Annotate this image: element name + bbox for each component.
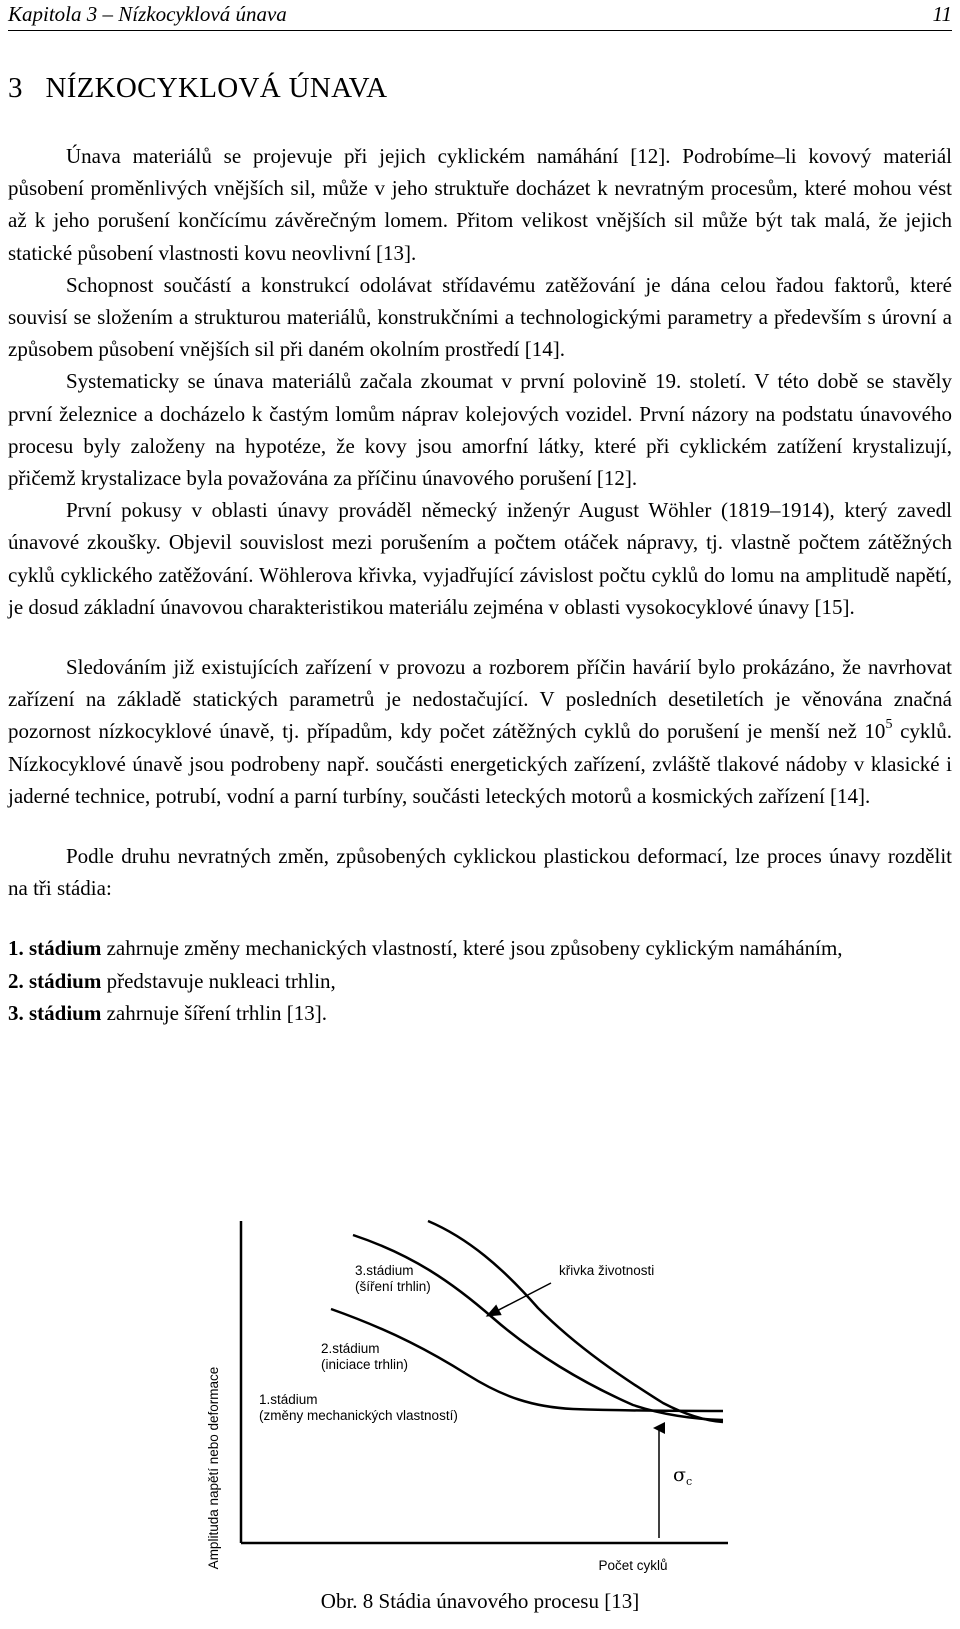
- exponent: 5: [885, 717, 893, 733]
- body-text: [8, 140, 952, 1029]
- page-number: 11: [932, 2, 952, 26]
- sigma-subscript: c: [685, 1475, 693, 1488]
- stage-2-subtitle: (iniciace trhlin): [321, 1357, 409, 1372]
- chapter-title: NÍZKOCYKLOVÁ ÚNAVA: [45, 72, 388, 104]
- figure-caption: Obr. 8 Stádia únavového procesu [13]: [320, 1589, 640, 1613]
- stage-1-title: 1.stádium: [259, 1392, 318, 1407]
- paragraph-2: Schopnost součástí a konstrukcí odolávat střídavému zatěžování je dána celou řadou faktorů, které souvisí se složením a strukturou materiálů, konstrukčními a technologickými parametry a především s úrovní a způsobem působení vnějších sil při daném okolním prostředí [14].: [8, 272, 952, 362]
- paragraph-4: První pokusy v oblasti únavy prováděl německý inženýr August Wöhler (1819–1914), který zavedl únavové zkoušky. Objevil souvislost mezi porušením a počtem otáček nápravy, tj. vlastně počtem zátěžných cyklů cyklického zatěžování. Wöhlerova křivka, vyjadřující závislost počtu cyklů do lomu na amplitudě napětí, je dosud základní únavovou charakteristikou materiálu zejména v oblasti vysokocyklové únavy [15].: [8, 498, 952, 619]
- paragraph-5-part-a: Sledováním již existujících zařízení v provozu a rozborem příčin havárií bylo prokázáno, že navrhovat zařízení na základě statických parametrů je nedostačující. V posledních desetiletích je věnována značná pozornost nízkocyklové únavě, tj. případům, kdy počet zátěžných cyklů do porušení je menší než 10: [8, 655, 952, 744]
- running-header: [8, 0, 952, 31]
- stage-text: představuje nukleaci trhlin,: [101, 968, 336, 993]
- stage-1-subtitle: (změny mechanických vlastností): [259, 1408, 458, 1423]
- life-curve-label: křivka životnosti: [559, 1263, 655, 1278]
- stage-text: zahrnuje šíření trhlin [13].: [101, 1000, 328, 1025]
- stage-item-2: [8, 965, 952, 997]
- life-curve: [428, 1221, 723, 1422]
- header-chapter-title: Kapitola 3 – Nízkocyklová únava: [8, 2, 287, 26]
- y-axis-label: Amplituda napětí nebo deformace: [206, 1366, 221, 1570]
- stage-3-subtitle: (šíření trhlin): [355, 1279, 431, 1294]
- stage-text: zahrnuje změny mechanických vlastností, které jsou způsobeny cyklickým namáháním,: [101, 936, 843, 961]
- paragraph-5-part-b: cyklů. Nízkocyklové únavě jsou podrobeny např. součásti energetických zařízení, zvláště tlakové nádoby v klasické i jaderné technice, potrubí, vodní a parní turbíny, součásti leteckých motorů a kosmických zařízení [14].: [8, 719, 952, 808]
- stage-item-3: [8, 997, 952, 1029]
- chapter-number: 3: [8, 72, 23, 104]
- sigma-c-symbol: [673, 1464, 692, 1488]
- paragraph-1: Únava materiálů se projevuje při jejich cyklickém namáhání [12]. Podrobíme–li kovový materiál působení proměnlivých vnějších sil, může v jeho struktuře docházet k nevratným procesům, které mohou vést až k jeho porušení končícímu závěrečným lomem. Přitom velikost vnějších sil může být tak malá, že jejich statické působení vlastnosti kovu neovlivní [13].: [8, 144, 952, 265]
- stage-label: 1. stádium: [8, 936, 102, 961]
- stage-item-1: [8, 932, 952, 964]
- paragraph-3: Systematicky se únava materiálů začala zkoumat v první polovině 19. století. V této době se stavěly první železnice a docházelo k častým lomům náprav kolejových vozidel. První názory na podstatu únavového procesu byly založeny na hypotéze, že kovy jsou amorfní látky, které při cyklickém zatížení krystalizují, přičemž krystalizace byla považována za příčinu únavového porušení [12].: [8, 369, 952, 491]
- stage-2-title: 2.stádium: [321, 1341, 380, 1356]
- stage-3-title: 3.stádium: [355, 1263, 414, 1278]
- stage-label: 3. stádium: [8, 1000, 102, 1025]
- sigma-letter: σ: [673, 1464, 686, 1486]
- paragraph-5: [8, 651, 952, 812]
- paragraph-6: Podle druhu nevratných změn, způsobených cyklickou plastickou deformací, lze proces únavy rozdělit na tři stádia:: [8, 844, 952, 901]
- chapter-heading: [8, 72, 387, 105]
- fatigue-stages-figure: [203, 1213, 731, 1583]
- x-axis-label: Počet cyklů: [598, 1558, 668, 1573]
- stage-label: 2. stádium: [8, 968, 102, 993]
- fatigue-diagram: [203, 1213, 731, 1583]
